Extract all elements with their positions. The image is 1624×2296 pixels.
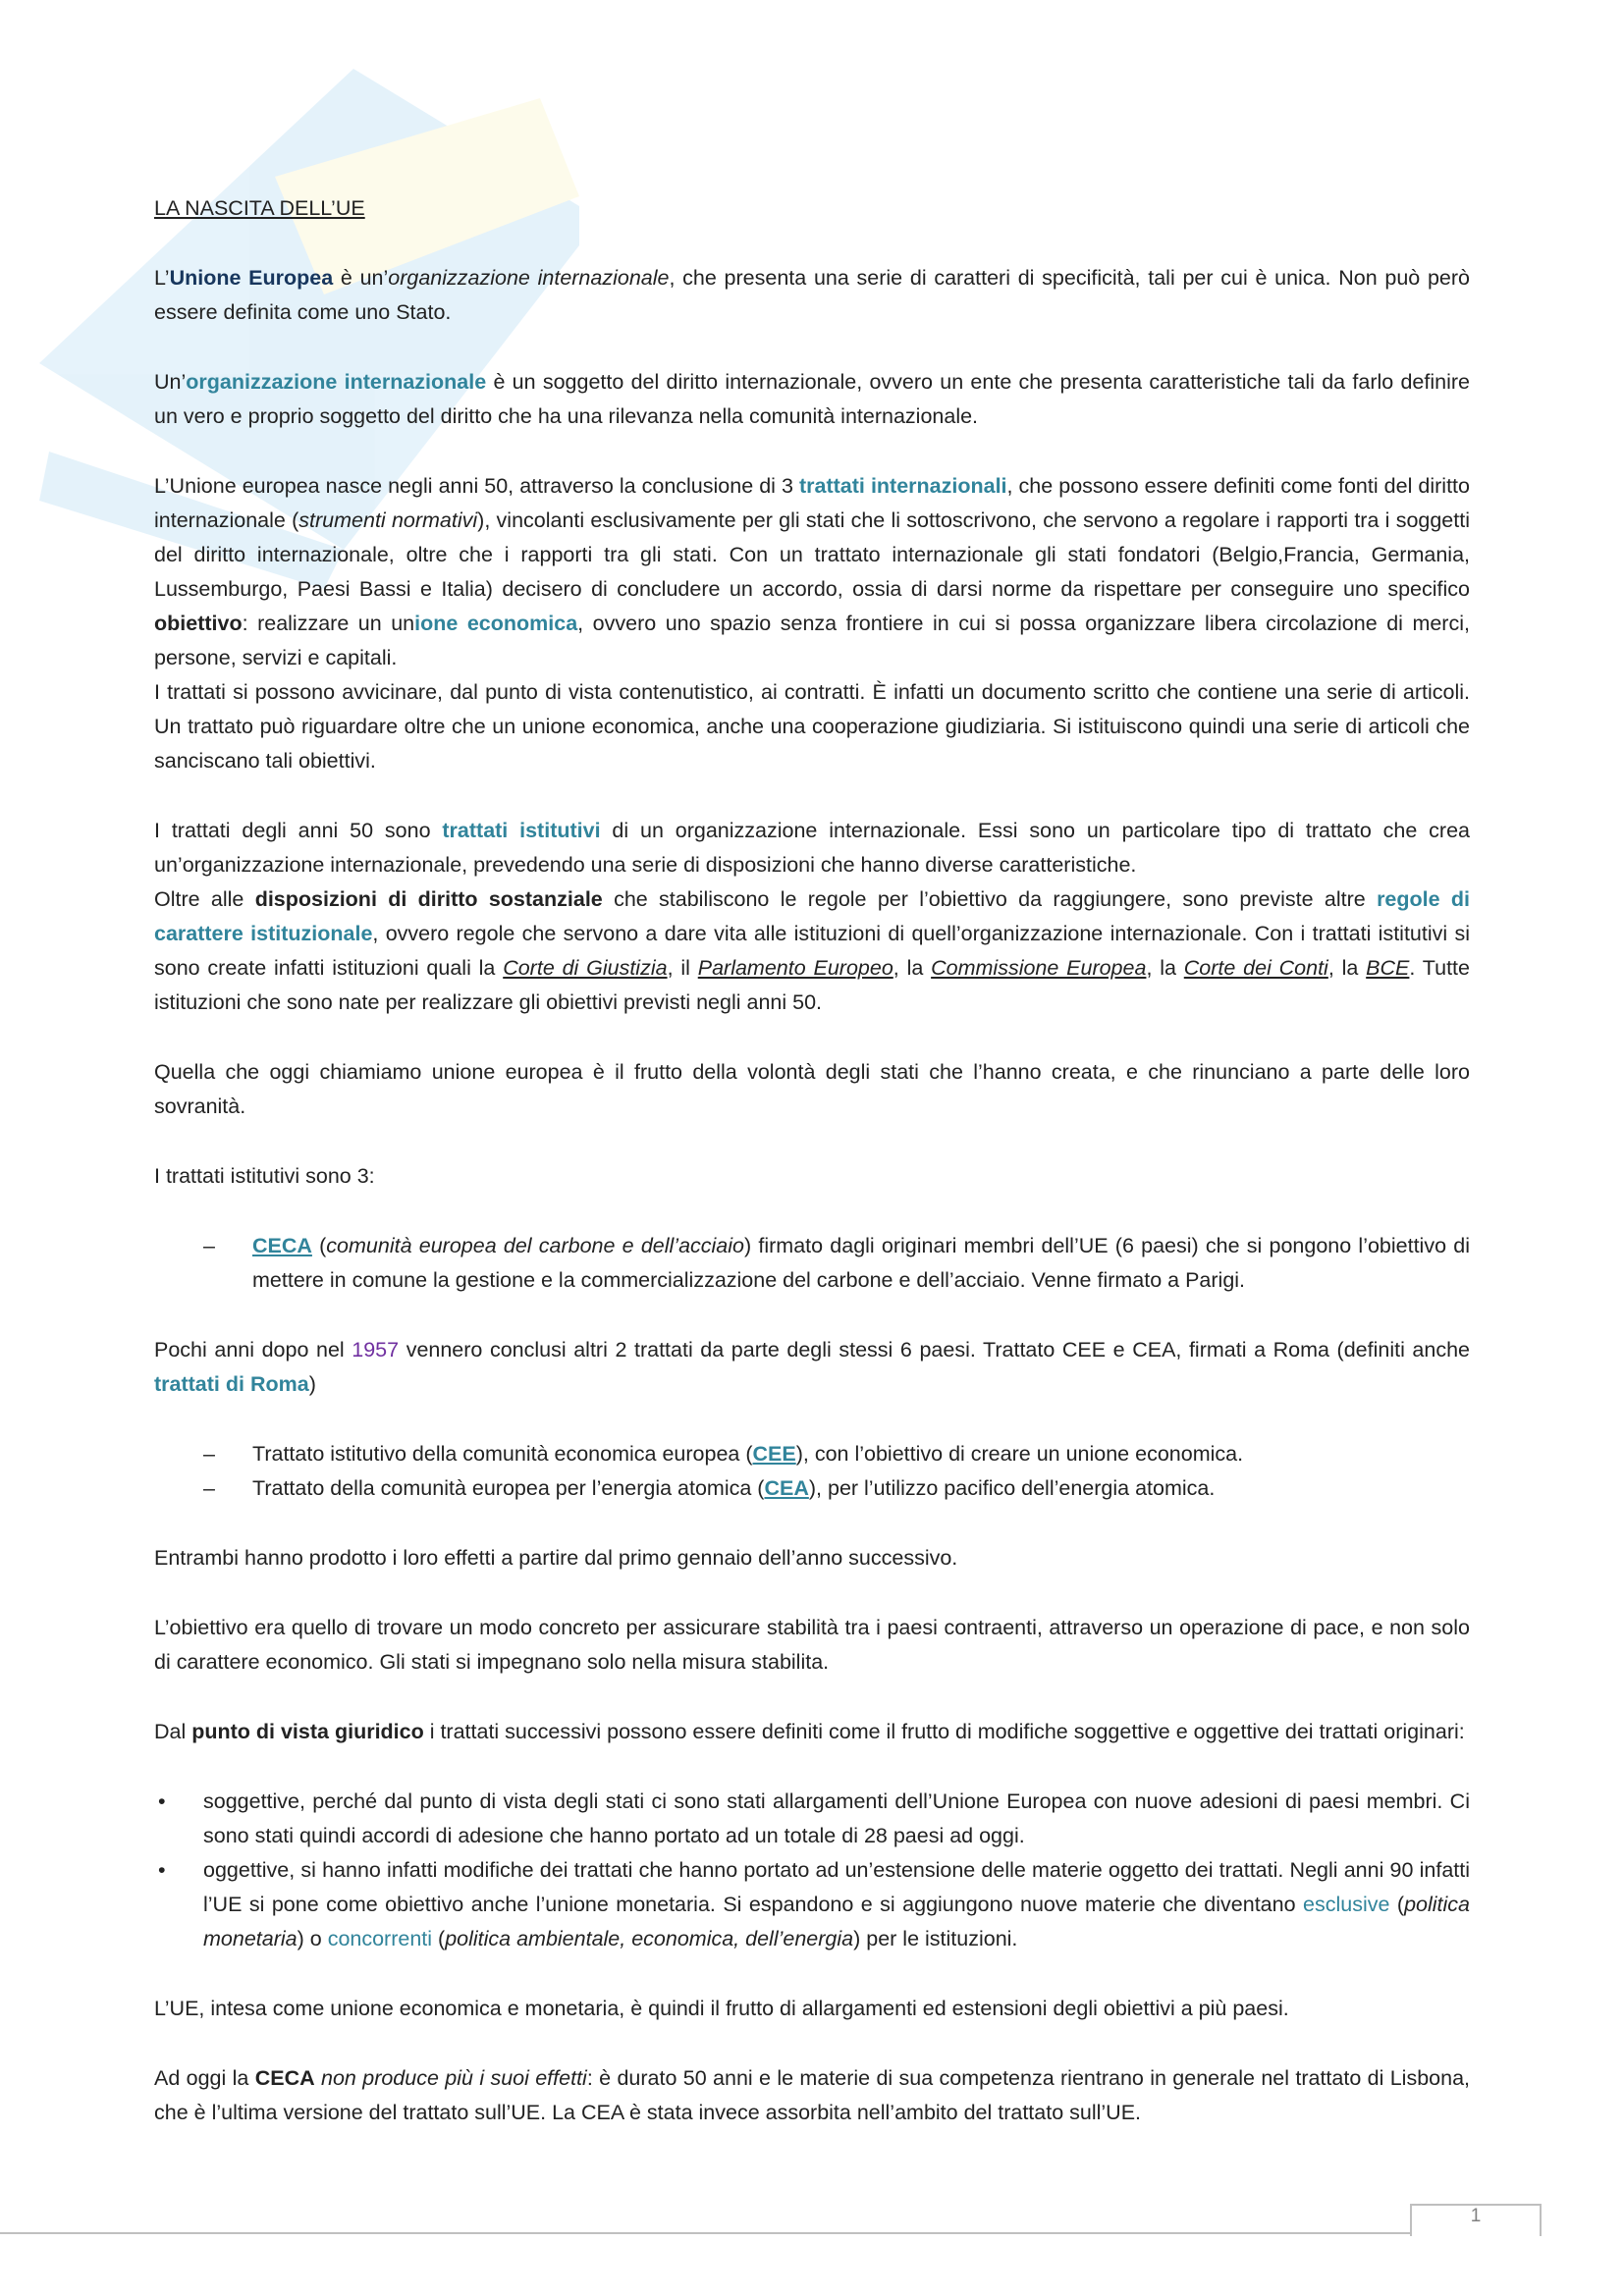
bullet-item-soggettive: • soggettive, perché dal punto di vista degli stati ci sono stati allargamenti dell’Unione Europea con nuove adesioni di paesi membri. Ci sono stati quindi accordi di adesione che hanno portato ad un totale di 28 paesi ad oggi.: [154, 1785, 1470, 1853]
paragraph-7: Quella che oggi chiamiamo unione europea è il frutto della volontà degli stati che l’hanno creata, e che rinunciano a parte delle loro sovranità.: [154, 1060, 1470, 1118]
paragraph-5: I trattati degli anni 50 sono trattati istitutivi di un organizzazione internazionale. Essi sono un particolare tipo di trattato che crea un’organizzazione internazionale, prevedendo una serie di disposizioni che hanno diverse caratteristiche.: [154, 819, 1470, 877]
list-treaties-2: [154, 1437, 1470, 1506]
page-title: LA NASCITA DELL’UE: [154, 196, 365, 220]
dash-marker: –: [203, 1442, 215, 1466]
paragraph-13: L’UE, intesa come unione economica e monetaria, è quindi il frutto di allargamenti ed estensioni degli obiettivi a più paesi.: [154, 1997, 1289, 2020]
bullet-marker: •: [158, 1858, 166, 1882]
paragraph-1: L’Unione Europea è un’organizzazione internazionale, che presenta una serie di caratteri di specificità, tali per cui è unica. Non può però essere definita come uno Stato.: [154, 266, 1470, 324]
footer-rule: [0, 2232, 1414, 2234]
paragraph-6: Oltre alle disposizioni di diritto sostanziale che stabiliscono le regole per l’obiettivo da raggiungere, sono previste altre regole di carattere istituzionale, ovvero regole che servono a dare vita alle istituzioni di quell’organizzazione internazionale. Con i trattati istitutivi si sono create infatti istituzioni quali la Corte di Giustizia, il Parlamento Europeo, la Commissione Europea, la Corte dei Conti, la BCE. Tutte istituzioni che sono nate per realizzare gli obiettivi previsti negli anni 50.: [154, 887, 1471, 1014]
paragraph-9: Pochi anni dopo nel 1957 vennero conclusi altri 2 trattati da parte degli stessi 6 paesi. Trattato CEE e CEA, firmati a Roma (definiti anche trattati di Roma): [154, 1338, 1470, 1396]
dash-marker: –: [203, 1234, 215, 1257]
paragraph-2: Un’organizzazione internazionale è un soggetto del diritto internazionale, ovvero un ente che presenta caratteristiche tali da farlo definire un vero e proprio soggetto del diritto che ha una rilevanza nella comunità internazionale.: [154, 370, 1470, 428]
paragraph-10: Entrambi hanno prodotto i loro effetti a partire dal primo gennaio dell’anno successivo.: [154, 1546, 958, 1570]
bullet-marker: •: [158, 1789, 166, 1813]
list-item-cee: – Trattato istitutivo della comunità economica europea (CEE), con l’obiettivo di creare un unione economica.: [154, 1437, 1470, 1471]
list-item-ceca: – CECA (comunità europea del carbone e dell’acciaio) firmato dagli originari membri dell’UE (6 paesi) che si pongono l’obiettivo di mettere in comune la gestione e la commercializzazione del carbone e dell’acciaio. Venne firmato a Parigi.: [154, 1229, 1470, 1298]
dash-marker: –: [203, 1476, 215, 1500]
list-treaties-1: [154, 1229, 1470, 1298]
list-item-cea: – Trattato della comunità europea per l’energia atomica (CEA), per l’utilizzo pacifico dell’energia atomica.: [154, 1471, 1470, 1506]
bullet-list: [154, 1785, 1470, 1956]
page-number: 1: [1470, 2206, 1482, 2226]
paragraph-11: L’obiettivo era quello di trovare un modo concreto per assicurare stabilità tra i paesi contraenti, attraverso un operazione di pace, e non solo di carattere economico. Gli stati si impegnano solo nella misura stabilita.: [154, 1616, 1470, 1674]
bullet-item-oggettive: • oggettive, si hanno infatti modifiche dei trattati che hanno portato ad un’estensione delle materie oggetto dei trattati. Negli anni 90 infatti l’UE si pone come obiettivo anche l’unione monetaria. Si espandono e si aggiungono nuove materie che diventano esclusive (politica monetaria) o concorrenti (politica ambientale, economica, dell’energia) per le istituzioni.: [154, 1853, 1470, 1956]
paragraph-4: I trattati si possono avvicinare, dal punto di vista contenutistico, ai contratti. È infatti un documento scritto che contiene una serie di articoli. Un trattato può riguardare oltre che un unione economica, anche una cooperazione giudiziaria. Si istituiscono quindi una serie di articoli che sanciscano tali obiettivi.: [154, 680, 1470, 773]
paragraph-14: Ad oggi la CECA non produce più i suoi effetti: è durato 50 anni e le materie di sua competenza rientrano in generale nel trattato di Lisbona, che è l’ultima versione del trattato sull’UE. La CEA è stata invece assorbita nell’ambito del trattato sull’UE.: [154, 2066, 1470, 2124]
document-body: [154, 191, 1470, 2130]
paragraph-12: Dal punto di vista giuridico i trattati successivi possono essere definiti come il frutto di modifiche soggettive e oggettive dei trattati originari:: [154, 1720, 1465, 1743]
paragraph-8: I trattati istitutivi sono 3:: [154, 1164, 375, 1188]
paragraph-3: L’Unione europea nasce negli anni 50, attraverso la conclusione di 3 trattati internazionali, che possono essere definiti come fonti del diritto internazionale (strumenti normativi), vincolanti esclusivamente per gli stati che li sottoscrivono, che servono a regolare i rapporti tra i soggetti del diritto internazionale, oltre che i rapporti tra gli stati. Con un trattato internazionale gli stati fondatori (Belgio,Francia, Germania, Lussemburgo, Paesi Bassi e Italia) decisero di concludere un accordo, ossia di darsi norme da rispettare per conseguire uno specifico obiettivo: realizzare un unione economica, ovvero uno spazio senza frontiere in cui si possa organizzare libera circolazione di merci, persone, servizi e capitali.: [154, 474, 1470, 669]
